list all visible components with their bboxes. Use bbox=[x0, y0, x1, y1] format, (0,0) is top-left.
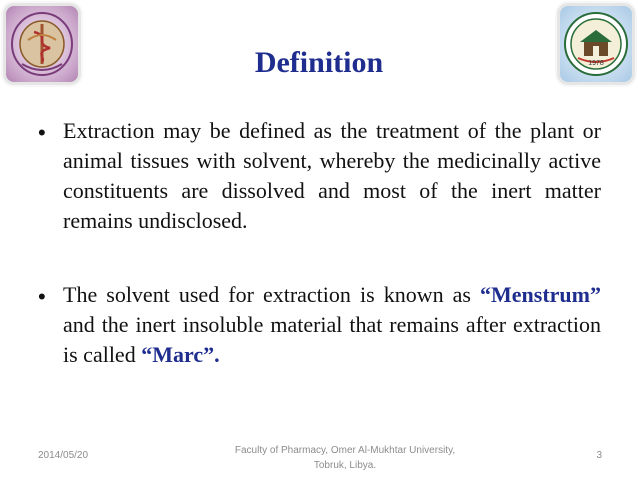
page-number: 3 bbox=[596, 450, 602, 461]
bullet-marker: • bbox=[38, 120, 46, 145]
seal-year: 1978 bbox=[588, 60, 604, 67]
footer-organization: Faculty of Pharmacy, Omer Al-Mukhtar University, Tobruk, Libya. bbox=[234, 445, 456, 471]
term-menstrum: “Menstrum” bbox=[480, 282, 601, 307]
paragraph-text: The solvent used for extraction is known as bbox=[63, 282, 481, 307]
definition-paragraph: Extraction may be defined as the treatment of the plant or animal tissues with solvent, whereby the medicinally active constituents are dissolved and most of the inert matter remains undisclosed. bbox=[63, 118, 601, 233]
paragraph-text: and the inert insoluble material that remains after extraction is called bbox=[63, 312, 601, 367]
solvent-paragraph bbox=[63, 280, 601, 370]
footer-date: 2014/05/20 bbox=[38, 450, 89, 461]
bullet-marker: • bbox=[38, 284, 46, 309]
slide-title: Definition bbox=[254, 46, 384, 79]
term-marc: “Marc”. bbox=[141, 342, 220, 367]
